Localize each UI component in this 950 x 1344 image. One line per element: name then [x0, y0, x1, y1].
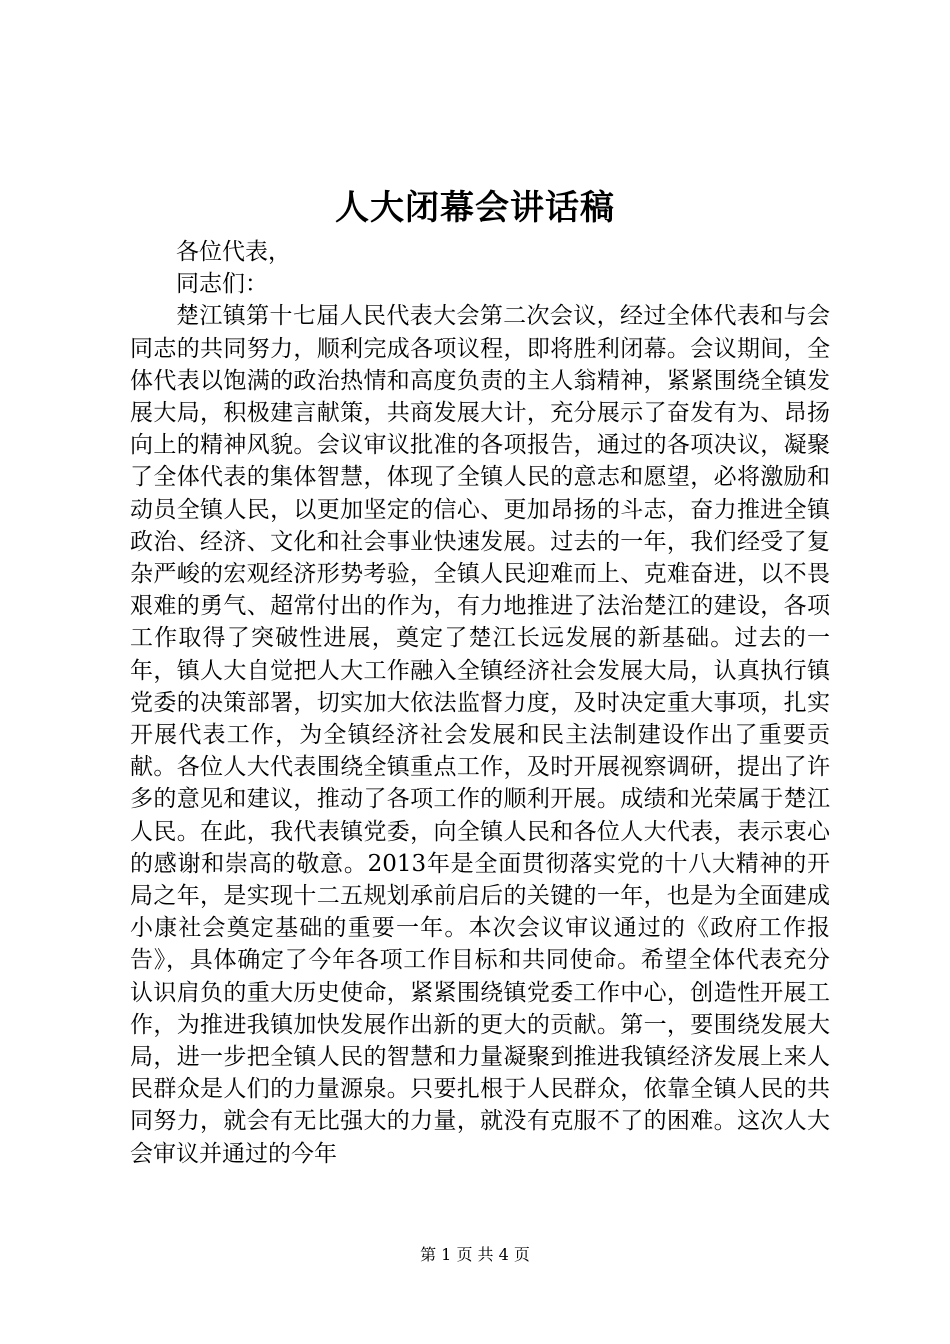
document-body	[130, 236, 830, 1170]
page-title: 人大闭幕会讲话稿	[335, 188, 615, 228]
salutation-comrades: 同志们：	[176, 271, 268, 298]
salutation-representatives: 各位代表，	[176, 239, 291, 265]
body-paragraph: 楚江镇第十七届人民代表大会第二次会议，经过全体代表和与会同志的共同努力，顺利完成各项议程，即将胜利闭幕。会议期间，全体代表以饱满的政治热情和高度负责的主人翁精神，紧紧围绕全镇发展大局，积极建言献策，共商发展大计，充分展示了奋发有为、昂扬向上的精神风貌。会议审议批准的各项报告，通过的各项决议，凝聚了全体代表的集体智慧，体现了全镇人民的意志和愿望，必将激励和动员全镇人民，以更加坚定的信心、更加昂扬的斗志，奋力推进全镇政治、经济、文化和社会事业快速发展。过去的一年，我们经受了复杂严峻的宏观经济形势考验，全镇人民迎难而上、克难奋进，以不畏艰难的勇气、超常付出的作为，有力地推进了法治楚江的建设，各项工作取得了突破性进展，奠定了楚江长远发展的新基础。过去的一年，镇人大自觉把人大工作融入全镇经济社会发展大局，认真执行镇党委的决策部署，切实加大依法监督力度，及时决定重大事项，扎实开展代表工作，为全镇经济社会发展和民主法制建设作出了重要贡献。各位人大代表围绕全镇重点工作，及时开展视察调研，提出了许多的意见和建议，推动了各项工作的顺利开展。成绩和光荣属于楚江人民。在此，我代表镇党委，向全镇人民和各位人大代表，表示衷心的感谢和崇高的敬意。2013年是全面贯彻落实党的十八大精神的开局之年，是实现十二五规划承前启后的关键的一年，也是为全面建成小康社会奠定基础的重要一年。本次会议审议通过的《政府工作报告》，具体确定了今年各项工作目标和共同使命。希望全体代表充分认识肩负的重大历史使命，紧紧围绕镇党委工作中心，创造性开展工作，为推进我镇加快发展作出新的更大的贡献。第一，要围绕发展大局，进一步把全镇人民的智慧和力量凝聚到推进我镇经济发展上来人民群众是人们的力量源泉。只要扎根于人民群众，依靠全镇人民的共同努力，就会有无比强大的力量，就没有克服不了的困难。这次人大会审议并通过的今年	[130, 303, 830, 1167]
page-number-footer: 第 1 页 共 4 页	[420, 1245, 530, 1264]
